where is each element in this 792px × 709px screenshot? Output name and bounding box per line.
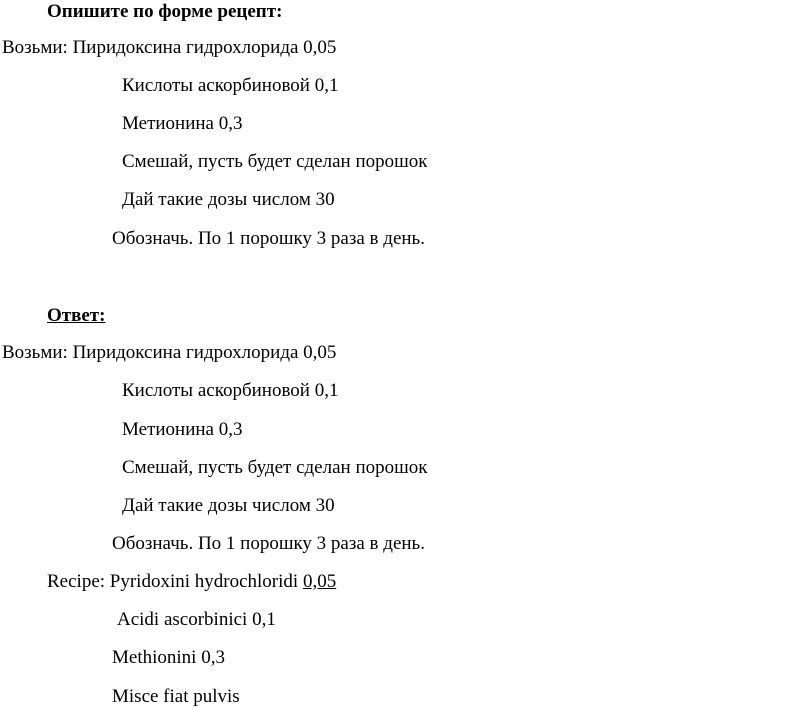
task-mix-instruction: Смешай, пусть будет сделан порошок [122, 151, 428, 172]
task-signa: Обозначь. По 1 порошку 3 раза в день. [112, 228, 425, 249]
answer-mix-instruction: Смешай, пусть будет сделан порошок [122, 457, 428, 478]
answer-recipe-line-1 [2, 342, 336, 364]
answer-heading: Ответ: [47, 305, 106, 326]
answer-signa: Обозначь. По 1 порошку 3 раза в день. [112, 533, 425, 554]
latin-ingredient: Acidi ascorbinici 0,1 [117, 609, 276, 630]
answer-ingredient: Кислоты аскорбиновой 0,1 [122, 380, 339, 401]
latin-recipe-line-1 [47, 571, 336, 593]
answer-take-label: Возьми: [2, 342, 68, 363]
latin-ingredient-dose: 0,05 [302, 571, 337, 592]
latin-ingredient-name: Pyridoxini hydrochloridi [109, 571, 299, 592]
task-recipe-line-1 [2, 37, 336, 59]
task-heading: Опишите по форме рецепт: [47, 1, 283, 22]
latin-ingredient: Methionini 0,3 [112, 647, 225, 668]
answer-doses-instruction: Дай такие дозы числом 30 [122, 495, 335, 516]
task-ingredient: Кислоты аскорбиновой 0,1 [122, 75, 339, 96]
task-take-label: Возьми: [2, 37, 68, 58]
task-ingredient: Метионина 0,3 [122, 113, 243, 134]
task-doses-instruction: Дай такие дозы числом 30 [122, 189, 335, 210]
answer-ingredient: Пиридоксина гидрохлорида 0,05 [72, 342, 337, 363]
latin-mix-instruction: Misce fiat pulvis [112, 686, 240, 707]
latin-recipe-label: Recipe: [47, 571, 106, 592]
answer-ingredient: Метионина 0,3 [122, 419, 243, 440]
task-ingredient: Пиридоксина гидрохлорида 0,05 [72, 37, 337, 58]
